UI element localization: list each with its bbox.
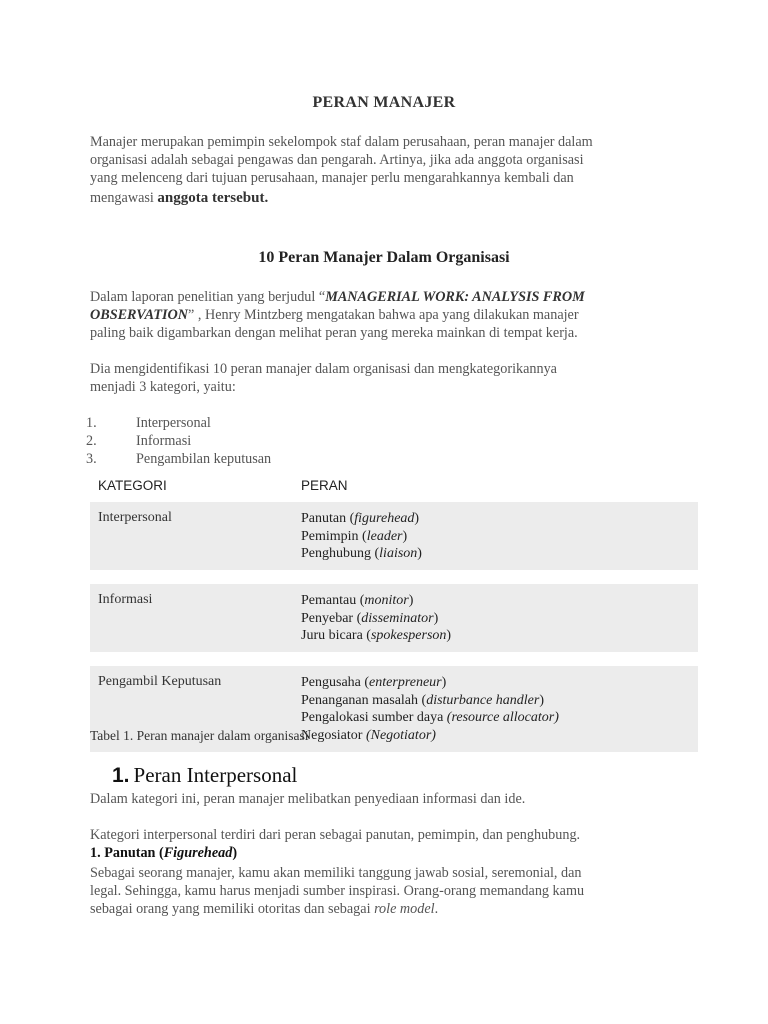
table-header <box>90 472 698 502</box>
role-name: Penanganan masalah ( <box>301 692 427 708</box>
role-close: ) <box>441 675 447 690</box>
intro-line: yang melenceng dari tujuan perusahaan, manajer perlu mengarahkannya kembali dan <box>90 170 574 186</box>
role-english: enterpreneur <box>369 675 442 690</box>
role-close: ) <box>402 528 408 544</box>
role-entry <box>301 727 559 745</box>
section-heading: 10 Peran Manajer Dalam Organisasi <box>258 249 510 266</box>
role-entry <box>301 674 559 692</box>
intro-line: organisasi adalah sebagai pengawas dan pengarah. Artinya, jika ada anggota organisasi <box>90 152 584 168</box>
table-row <box>90 584 698 652</box>
intro-last-prefix: mengawasi <box>90 190 158 206</box>
role-name: Pemantau ( <box>301 593 365 608</box>
section-intro: Dalam kategori ini, peran manajer melibatkan penyediaan informasi dan ide. <box>90 791 526 807</box>
role-name: Juru bicara ( <box>301 628 371 643</box>
intro-paragraph <box>90 133 680 207</box>
role-close: ) <box>408 593 414 608</box>
report-title-2: OBSERVATION <box>90 307 189 323</box>
roles-table <box>90 472 698 752</box>
role-english: monitor <box>364 593 409 608</box>
intro-line: Manajer merupakan pemimpin sekelompok staf dalam perusahaan, peran manajer dalam <box>90 134 593 150</box>
section-number: 1. <box>112 764 130 787</box>
role-name: Pengalokasi sumber daya <box>301 710 447 725</box>
report-paragraph <box>90 288 680 342</box>
body-line: legal. Sehingga, kamu harus menjadi sumber inspirasi. Orang-orang memandang kamu <box>90 883 585 899</box>
table-caption: Tabel 1. Peran manajer dalam organisasi <box>90 728 309 743</box>
body-last-line <box>90 900 680 918</box>
role-entry <box>301 709 559 727</box>
list-number: 1. <box>86 415 97 431</box>
role-close: ) <box>414 511 420 526</box>
section-title-text: Peran Interpersonal <box>133 763 298 787</box>
roles-cell <box>301 674 559 744</box>
role-english: spokesperson <box>370 628 447 643</box>
role-english: disseminator <box>361 610 434 626</box>
report-line-1 <box>90 288 680 306</box>
row-gap <box>90 652 698 666</box>
roles-cell <box>301 510 422 563</box>
role-entry <box>301 592 451 610</box>
role-english: disturbance handler <box>426 692 540 708</box>
role-name: Negosiator <box>301 727 366 743</box>
roles-cell <box>301 592 451 645</box>
role-entry <box>301 545 422 563</box>
role-entry <box>301 627 451 645</box>
category-list <box>86 414 271 468</box>
role-english: liaison <box>379 546 418 561</box>
role-english: figurehead <box>354 511 415 526</box>
intro-bold-text: anggota tersebut. <box>157 190 269 206</box>
role-entry <box>301 692 559 710</box>
list-item <box>86 450 271 468</box>
report-prefix: Dalam laporan penelitian yang berjudul “ <box>90 289 326 305</box>
report-line-3: paling baik digambarkan dengan melihat peran yang mereka mainkan di tempat kerja. <box>90 325 578 341</box>
list-item <box>86 414 271 432</box>
role-entry <box>301 528 422 546</box>
figurehead-paragraph <box>90 864 680 918</box>
role-close: ) <box>446 628 452 643</box>
subheading-italic: Figurehead <box>163 845 233 861</box>
list-label: Interpersonal <box>136 415 211 431</box>
role-name: Pemimpin ( <box>301 528 367 544</box>
role-entry <box>301 610 451 628</box>
category-cell: Interpersonal <box>98 510 172 525</box>
table-row <box>90 502 698 570</box>
subheading-prefix: 1. Panutan ( <box>90 845 164 861</box>
header-peran: PERAN <box>301 478 348 493</box>
intro-last-line <box>90 189 680 207</box>
body-end: . <box>434 901 439 917</box>
section-title <box>112 763 297 788</box>
row-gap <box>90 570 698 584</box>
report-line-2 <box>90 306 680 324</box>
list-label: Informasi <box>136 433 192 449</box>
role-name: Penghubung ( <box>301 546 380 561</box>
role-entry <box>301 510 422 528</box>
role-english: leader <box>366 528 403 544</box>
section-paragraph: Kategori interpersonal terdiri dari peran sebagai panutan, pemimpin, dan penghubung. <box>90 827 581 843</box>
category-cell: Informasi <box>98 592 153 607</box>
category-cell: Pengambil Keputusan <box>98 674 222 689</box>
list-number: 2. <box>86 433 97 449</box>
role-english: (Negotiator) <box>365 727 436 743</box>
role-name: Pengusaha ( <box>301 675 370 690</box>
report-after-title: ” , Henry Mintzberg mengatakan bahwa apa yang dilakukan manajer <box>188 307 579 323</box>
role-name: Panutan ( <box>301 511 355 526</box>
subheading-suffix: ) <box>232 845 238 861</box>
role-name: Penyebar ( <box>301 610 362 626</box>
list-number: 3. <box>86 451 97 467</box>
subheading-figurehead <box>90 845 237 862</box>
list-item <box>86 432 271 450</box>
list-label: Pengambilan keputusan <box>136 451 272 467</box>
page-title: PERAN MANAJER <box>312 94 456 111</box>
role-close: ) <box>539 692 545 708</box>
role-english: (resource allocator) <box>446 710 559 725</box>
identify-line: menjadi 3 kategori, yaitu: <box>90 379 236 395</box>
body-line: Sebagai seorang manajer, kamu akan memiliki tanggung jawab sosial, seremonial, dan <box>90 865 582 881</box>
role-close: ) <box>417 546 422 561</box>
identify-line: Dia mengidentifikasi 10 peran manajer dalam organisasi dan mengkategorikannya <box>90 361 557 377</box>
body-italic: role model <box>374 901 435 917</box>
report-title-1: MANAGERIAL WORK: ANALYSIS FROM <box>325 289 585 305</box>
body-last-prefix: sebagai orang yang memiliki otoritas dan sebagai <box>90 901 375 917</box>
header-kategori: KATEGORI <box>98 478 167 493</box>
role-close: ) <box>433 610 439 626</box>
identify-paragraph <box>90 360 680 396</box>
